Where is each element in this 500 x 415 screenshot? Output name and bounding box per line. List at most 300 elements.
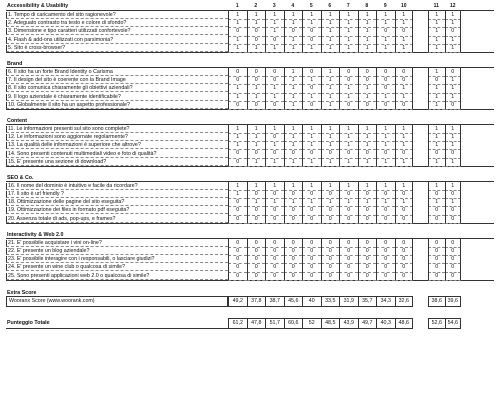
score-cell: 0	[445, 215, 462, 224]
score-cell: 0	[395, 76, 414, 85]
score-cell: 1	[247, 11, 266, 20]
score-cell: 1	[247, 141, 266, 150]
score-cell: 0	[339, 68, 358, 77]
score-cell: 0	[376, 190, 395, 199]
total-score-cell: 51,7	[265, 318, 284, 329]
score-cell: 0	[228, 158, 247, 167]
score-cell: 1	[445, 11, 462, 20]
total-score-cell: 52	[302, 318, 321, 329]
score-cell: 0	[265, 247, 284, 256]
score-cell: 1	[445, 44, 462, 53]
score-cell: 1	[358, 44, 377, 53]
sections-container	[6, 10, 494, 281]
score-cell: 1	[395, 36, 414, 45]
score-cell: 1	[358, 125, 377, 134]
score-cell: 0	[228, 76, 247, 85]
score-cell: 0	[247, 27, 266, 36]
score-cell: 1	[428, 27, 445, 36]
score-cell: 0	[339, 101, 358, 110]
score-cell: 0	[284, 247, 303, 256]
score-cell: 0	[284, 239, 303, 248]
score-cell: 0	[228, 198, 247, 207]
col-header-1: 1	[235, 3, 239, 9]
score-cell: 0	[247, 149, 266, 158]
question-text: 7. Il design del sito è coerente con la Brand Image	[6, 77, 228, 84]
score-cell: 0	[265, 215, 284, 224]
score-cell: 1	[228, 93, 247, 102]
score-cell: 1	[376, 182, 395, 191]
score-cell: 0	[339, 255, 358, 264]
score-cell: 0	[228, 272, 247, 281]
question-row	[6, 182, 494, 190]
extra-score-cell: 49,2	[228, 296, 247, 307]
question-text: 24. E' presente un wine club o qualcosa di simile?	[6, 264, 228, 271]
score-cell: 0	[265, 101, 284, 110]
question-text: 17. Il sito è url friendly ?	[6, 191, 228, 198]
score-cell: 1	[321, 93, 340, 102]
score-cell: 0	[428, 255, 445, 264]
score-cell: 0	[376, 215, 395, 224]
score-cell: 1	[247, 19, 266, 28]
question-text: 5. Sito è cross-browser?	[6, 45, 228, 52]
score-cell: 1	[428, 101, 445, 110]
score-cell: 1	[358, 141, 377, 150]
score-cell: 0	[265, 272, 284, 281]
score-cell: 1	[428, 19, 445, 28]
score-cell: 0	[339, 190, 358, 199]
score-cell: 0	[445, 149, 462, 158]
score-cell: 0	[228, 255, 247, 264]
extra-score-cell: 33,5	[321, 296, 340, 307]
question-row	[6, 149, 494, 157]
score-cell: 1	[284, 158, 303, 167]
section-title: Content	[7, 117, 28, 124]
score-cell: 0	[302, 239, 321, 248]
score-cell: 1	[445, 125, 462, 134]
col-header-12: 12	[449, 3, 456, 9]
score-cell: 1	[339, 133, 358, 142]
score-cell: 0	[247, 190, 266, 199]
score-cell: 0	[358, 272, 377, 281]
score-cell: 1	[247, 182, 266, 191]
score-cell: 0	[302, 263, 321, 272]
score-cell: 1	[302, 125, 321, 134]
score-cell: 0	[302, 149, 321, 158]
score-cell: 0	[339, 272, 358, 281]
score-cell: 0	[265, 149, 284, 158]
score-cell: 0	[228, 27, 247, 36]
score-cell: 0	[284, 190, 303, 199]
score-cell: 0	[321, 272, 340, 281]
score-cell: 0	[428, 215, 445, 224]
header-row	[6, 2, 494, 10]
question-row	[6, 36, 494, 44]
score-cell: 0	[247, 255, 266, 264]
score-cell: 1	[358, 11, 377, 20]
score-cell: 1	[284, 11, 303, 20]
score-cell: 0	[445, 206, 462, 215]
question-text: 20. Assenza totale di ads, pop-ups, e frames?	[6, 216, 228, 223]
question-row	[6, 206, 494, 214]
section-title: Interactivity & Web 2.0	[7, 231, 64, 238]
question-block	[6, 67, 494, 110]
total-score-label: Punteggio Totale	[6, 318, 228, 329]
score-cell: 0	[321, 215, 340, 224]
score-cell: 1	[302, 11, 321, 20]
score-cell: 0	[265, 239, 284, 248]
total-score-cell: 47,8	[247, 318, 266, 329]
total-score-cell: 48,6	[395, 318, 414, 329]
col-header-8: 8	[365, 3, 369, 9]
question-row	[6, 125, 494, 133]
extra-score-cell: 45,6	[284, 296, 303, 307]
question-text: 22. E' presente un blog aziendale?	[6, 248, 228, 255]
score-cell: 0	[228, 239, 247, 248]
score-cell: 1	[358, 19, 377, 28]
score-cell: 1	[339, 84, 358, 93]
score-cell: 1	[265, 93, 284, 102]
score-cell: 1	[376, 141, 395, 150]
score-cell: 1	[321, 84, 340, 93]
score-cell: 1	[428, 84, 445, 93]
score-cell: 0	[376, 206, 395, 215]
score-cell: 0	[284, 255, 303, 264]
total-score-cell: 43,9	[339, 318, 358, 329]
score-cell: 1	[284, 93, 303, 102]
extra-score-cell: 38,7	[265, 296, 284, 307]
question-text: 13. La qualità delle informazioni è superiore che altrove?	[6, 142, 228, 149]
score-cell: 0	[395, 255, 414, 264]
score-cell: 1	[339, 141, 358, 150]
score-cell: 0	[228, 247, 247, 256]
score-cell: 1	[265, 182, 284, 191]
score-cell: 0	[358, 149, 377, 158]
score-cell: 0	[321, 206, 340, 215]
score-cell: 1	[395, 198, 414, 207]
score-cell: 0	[395, 149, 414, 158]
score-cell: 1	[265, 11, 284, 20]
score-cell: 0	[358, 101, 377, 110]
col-header-4: 4	[291, 3, 295, 9]
col-header-9: 9	[383, 3, 387, 9]
score-cell: 1	[339, 19, 358, 28]
score-cell: 1	[284, 133, 303, 142]
score-cell: 0	[428, 76, 445, 85]
section	[6, 10, 494, 53]
score-cell: 1	[376, 44, 395, 53]
question-block	[6, 124, 494, 167]
score-cell: 1	[321, 27, 340, 36]
score-cell: 0	[395, 206, 414, 215]
score-cell: 0	[302, 84, 321, 93]
score-cell: 1	[428, 133, 445, 142]
score-cell: 0	[376, 149, 395, 158]
score-cell: 1	[445, 182, 462, 191]
total-score-cell: 48,5	[321, 318, 340, 329]
score-cell: 1	[445, 84, 462, 93]
question-text: 16. Il nome del dominio è intuitivo e facile da ricordare?	[6, 183, 228, 190]
score-cell: 0	[445, 68, 462, 77]
section-title-accessibility: Accessibility & Usability	[7, 3, 69, 9]
extra-score-row	[6, 296, 494, 306]
column-gap	[413, 215, 428, 224]
score-cell: 0	[228, 263, 247, 272]
score-cell: 0	[428, 263, 445, 272]
score-cell: 0	[339, 215, 358, 224]
question-text: 2. Adeguato contrasto tra testo e colore di sfondo?	[6, 20, 228, 27]
score-cell: 0	[339, 76, 358, 85]
score-cell: 1	[302, 133, 321, 142]
score-cell: 1	[358, 27, 377, 36]
section	[6, 230, 494, 281]
score-cell: 0	[302, 215, 321, 224]
score-cell: 0	[302, 101, 321, 110]
question-text: 25. Sono presenti applicazioni web 2.0 o qualcosa di simile?	[6, 273, 228, 280]
score-cell: 0	[265, 76, 284, 85]
score-cell: 0	[376, 272, 395, 281]
score-cell: 1	[395, 11, 414, 20]
extra-score-cell: 37,8	[247, 296, 266, 307]
score-cell: 0	[321, 149, 340, 158]
col-header-2: 2	[254, 3, 258, 9]
score-cell: 1	[228, 84, 247, 93]
score-cell: 1	[428, 36, 445, 45]
extra-score-cell: 35,7	[358, 296, 377, 307]
score-cell: 1	[321, 11, 340, 20]
score-cell: 0	[358, 239, 377, 248]
score-cell: 1	[284, 182, 303, 191]
score-cell: 0	[376, 239, 395, 248]
score-cell: 0	[358, 255, 377, 264]
question-row	[6, 68, 494, 76]
score-cell: 1	[358, 158, 377, 167]
score-cell: 0	[302, 68, 321, 77]
score-cell: 0	[445, 272, 462, 281]
question-text: 23. E' possibile interagire con i responsabili, o lasciare giudizi?	[6, 256, 228, 263]
score-cell: 0	[445, 247, 462, 256]
col-header-7: 7	[346, 3, 350, 9]
question-row	[6, 272, 494, 280]
score-cell: 1	[284, 125, 303, 134]
score-cell: 1	[228, 133, 247, 142]
score-cell: 1	[321, 198, 340, 207]
score-cell: 0	[358, 263, 377, 272]
score-cell: 1	[321, 76, 340, 85]
score-cell: 0	[358, 190, 377, 199]
score-cell: 0	[302, 272, 321, 281]
score-cell: 1	[445, 133, 462, 142]
score-cell: 0	[247, 263, 266, 272]
score-cell: 1	[265, 84, 284, 93]
question-text: 19. Ottimizzazione dei files in formato pdf eseguita?	[6, 207, 228, 214]
score-cell: 0	[445, 101, 462, 110]
score-cell: 1	[321, 68, 340, 77]
score-cell: 1	[395, 125, 414, 134]
question-text: 21. E' possibile acquistare i vini on-line?	[6, 240, 228, 247]
score-cell: 1	[228, 36, 247, 45]
score-cell: 0	[321, 255, 340, 264]
total-score-cell: 60,6	[284, 318, 303, 329]
question-text: 11. Le informazioni presenti sul sito sono complete?	[6, 126, 228, 133]
score-cell: 0	[228, 101, 247, 110]
score-cell: 0	[265, 190, 284, 199]
extra-score-cell: 31,9	[339, 296, 358, 307]
score-cell: 1	[247, 84, 266, 93]
question-row	[6, 158, 494, 166]
score-cell: 1	[265, 125, 284, 134]
score-cell: 0	[428, 190, 445, 199]
score-cell: 0	[428, 272, 445, 281]
score-cell: 0	[247, 101, 266, 110]
score-cell: 1	[428, 158, 445, 167]
score-cell: 1	[358, 182, 377, 191]
score-cell: 1	[284, 36, 303, 45]
score-cell: 1	[228, 11, 247, 20]
extra-score-cell: 40	[302, 296, 321, 307]
extra-score-label: Wooranx Score (www.woorank.com)	[6, 296, 228, 307]
question-text: 8. Il sito comunica chiaramente gli obiettivi aziendali?	[6, 85, 228, 92]
score-cell: 1	[376, 19, 395, 28]
score-cell: 0	[395, 101, 414, 110]
score-cell: 1	[321, 125, 340, 134]
score-cell: 0	[376, 68, 395, 77]
col-header-3: 3	[272, 3, 276, 9]
score-cell: 1	[302, 182, 321, 191]
question-text: 4. Flash & add-ons utilizzati con parsimonia?	[6, 37, 228, 44]
column-gap	[413, 101, 428, 110]
score-cell: 0	[302, 190, 321, 199]
score-cell: 1	[339, 125, 358, 134]
score-cell: 0	[302, 36, 321, 45]
question-text: 6. Il sito ha un forte Brand Identity o Carisma	[6, 69, 228, 76]
score-cell: 1	[284, 44, 303, 53]
score-cell: 0	[228, 68, 247, 77]
score-cell: 1	[358, 84, 377, 93]
question-text: 1. Tempo di caricamento del sito ragionevole?	[6, 12, 228, 19]
question-row	[6, 93, 494, 101]
score-cell: 1	[321, 158, 340, 167]
extra-score-cell: 34,3	[376, 296, 395, 307]
question-row	[6, 44, 494, 52]
score-cell: 1	[265, 158, 284, 167]
score-cell: 0	[376, 84, 395, 93]
score-cell: 1	[321, 19, 340, 28]
score-cell: 1	[395, 158, 414, 167]
score-cell: 0	[265, 255, 284, 264]
score-cell: 0	[445, 27, 462, 36]
score-cell: 0	[284, 27, 303, 36]
section-title: Brand	[7, 60, 23, 67]
question-row	[6, 76, 494, 84]
score-cell: 0	[339, 239, 358, 248]
score-cell: 1	[445, 19, 462, 28]
score-cell: 1	[395, 93, 414, 102]
score-cell: 0	[395, 247, 414, 256]
score-cell: 0	[428, 247, 445, 256]
score-cell: 1	[302, 158, 321, 167]
score-cell: 0	[358, 76, 377, 85]
score-cell: 1	[395, 182, 414, 191]
score-cell: 1	[428, 11, 445, 20]
score-cell: 0	[395, 272, 414, 281]
score-cell: 1	[428, 44, 445, 53]
score-cell: 1	[302, 141, 321, 150]
score-cell: 1	[302, 44, 321, 53]
score-cell: 0	[302, 255, 321, 264]
score-cell: 1	[302, 76, 321, 85]
col-header-11: 11	[433, 3, 439, 9]
score-cell: 0	[302, 27, 321, 36]
score-cell: 1	[395, 44, 414, 53]
score-cell: 0	[339, 149, 358, 158]
score-cell: 0	[445, 255, 462, 264]
question-row	[6, 84, 494, 92]
score-cell: 0	[321, 190, 340, 199]
score-cell: 1	[228, 19, 247, 28]
col-header-5: 5	[309, 3, 313, 9]
score-cell: 1	[339, 198, 358, 207]
score-cell: 0	[428, 206, 445, 215]
score-cell: 0	[445, 263, 462, 272]
question-text: 9. Il logo aziendale è chiaramente identificabile?	[6, 94, 228, 101]
score-cell: 1	[376, 125, 395, 134]
score-cell: 0	[445, 190, 462, 199]
score-cell: 0	[247, 215, 266, 224]
section	[6, 173, 494, 224]
score-cell: 0	[395, 239, 414, 248]
score-cell: 0	[358, 68, 377, 77]
score-cell: 1	[265, 27, 284, 36]
score-cell: 1	[284, 68, 303, 77]
score-cell: 1	[428, 68, 445, 77]
score-cell: 0	[302, 206, 321, 215]
score-cell: 1	[247, 133, 266, 142]
score-cell: 0	[376, 255, 395, 264]
score-cell: 1	[376, 198, 395, 207]
score-cell: 1	[247, 93, 266, 102]
score-cell: 0	[339, 263, 358, 272]
question-row	[6, 11, 494, 19]
score-cell: 0	[376, 247, 395, 256]
score-cell: 1	[445, 198, 462, 207]
question-block	[6, 181, 494, 224]
score-cell: 1	[339, 93, 358, 102]
score-cell: 1	[302, 19, 321, 28]
score-cell: 1	[395, 141, 414, 150]
score-cell: 0	[265, 133, 284, 142]
score-cell: 1	[284, 101, 303, 110]
total-score-cell: 61,2	[228, 318, 247, 329]
score-cell: 1	[284, 141, 303, 150]
question-row	[6, 19, 494, 27]
score-cell: 1	[265, 141, 284, 150]
score-cell: 1	[321, 141, 340, 150]
total-score-row	[6, 318, 494, 328]
score-cell: 1	[376, 11, 395, 20]
section	[6, 59, 494, 110]
score-cell: 0	[428, 239, 445, 248]
score-cell: 0	[265, 68, 284, 77]
score-cell: 0	[395, 68, 414, 77]
score-cell: 1	[358, 93, 377, 102]
score-cell: 0	[376, 76, 395, 85]
score-cell: 1	[428, 125, 445, 134]
score-cell: 0	[247, 76, 266, 85]
score-cell: 1	[247, 158, 266, 167]
score-cell: 1	[302, 198, 321, 207]
score-cell: 1	[428, 198, 445, 207]
score-cell: 1	[321, 36, 340, 45]
